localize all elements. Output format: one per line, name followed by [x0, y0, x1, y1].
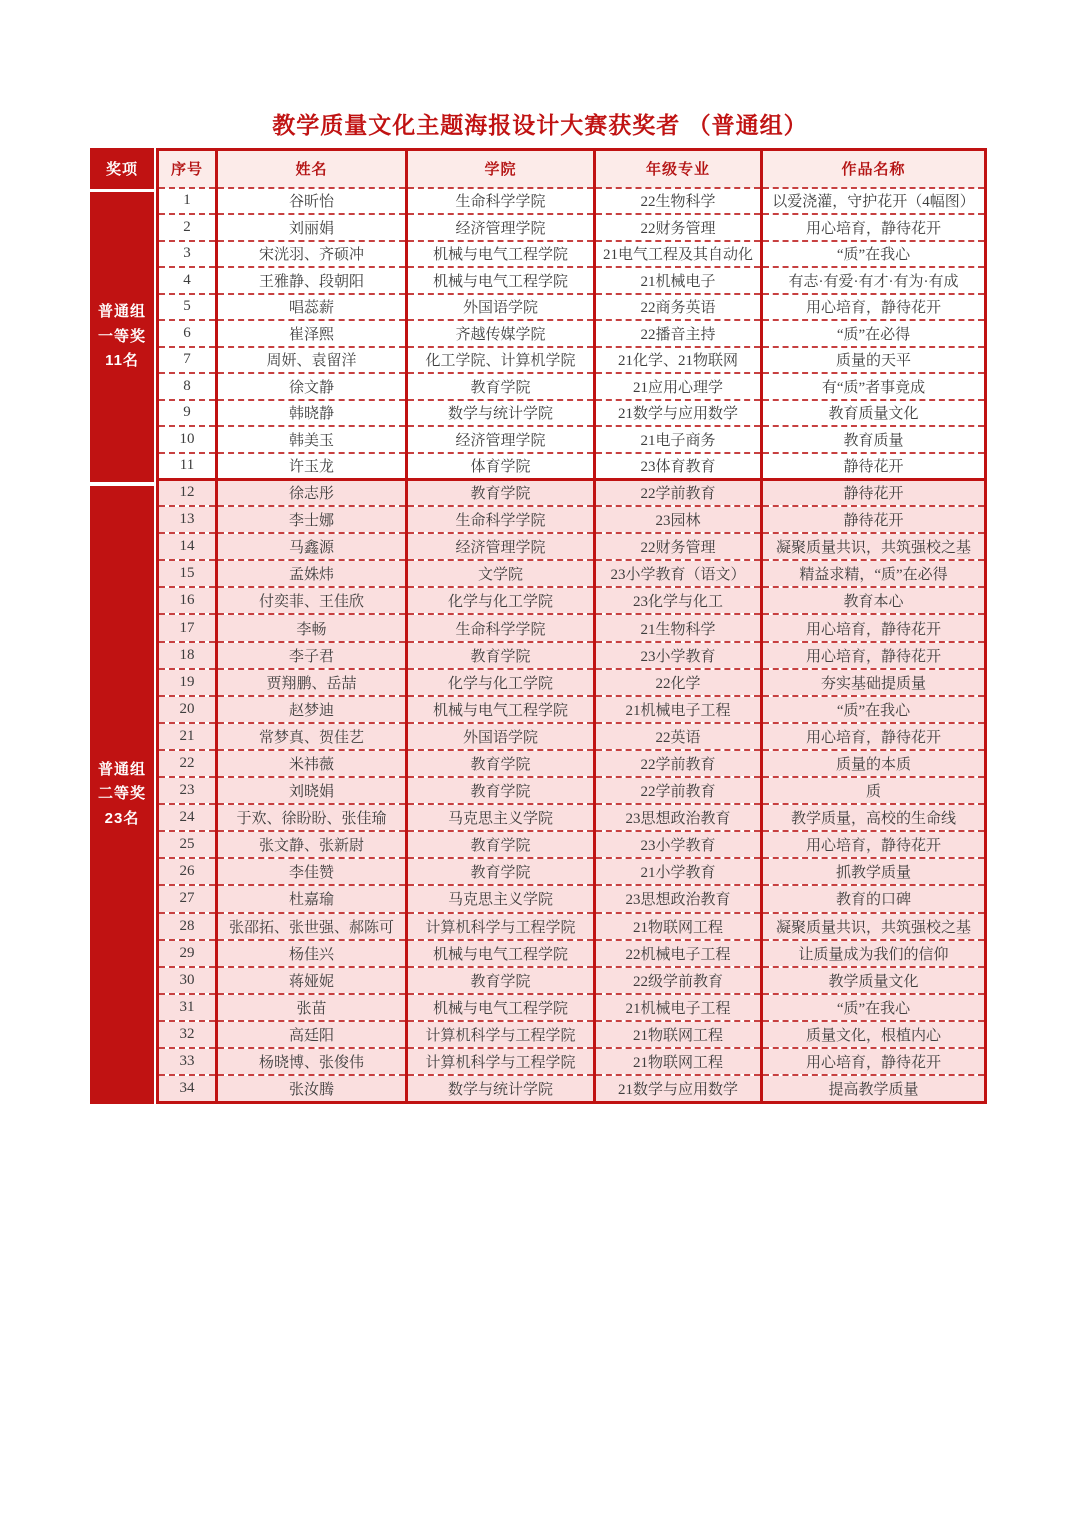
- cell-work: 凝聚质量共识，共筑强校之基: [762, 913, 986, 940]
- cell-work: “质”在我心: [762, 994, 986, 1021]
- cell-work: 质量的天平: [762, 347, 986, 374]
- cell-no: 28: [158, 913, 217, 940]
- table-row: [158, 400, 986, 427]
- cell-work: 教育本心: [762, 587, 986, 614]
- cell-work: 质: [762, 777, 986, 804]
- cell-name: 刘晓娟: [217, 777, 407, 804]
- cell-major: 21数学与应用数学: [595, 400, 762, 427]
- cell-name: 张文静、张新尉: [217, 831, 407, 858]
- cell-major: 21物联网工程: [595, 1021, 762, 1048]
- cell-name: 贾翔鹏、岳喆: [217, 669, 407, 696]
- cell-name: 张邵拓、张世强、郝陈可: [217, 913, 407, 940]
- cell-work: 精益求精，“质”在必得: [762, 560, 986, 587]
- cell-college: 数学与统计学院: [407, 400, 595, 427]
- cell-college: 化学与化工学院: [407, 669, 595, 696]
- cell-no: 33: [158, 1048, 217, 1075]
- cell-college: 教育学院: [407, 750, 595, 777]
- cell-work: 提高教学质量: [762, 1075, 986, 1102]
- table-row: [158, 940, 986, 967]
- cell-name: 杜嘉瑜: [217, 885, 407, 912]
- table-row: [158, 587, 986, 614]
- cell-no: 32: [158, 1021, 217, 1048]
- cell-college: 经济管理学院: [407, 214, 595, 241]
- table-row: [158, 373, 986, 400]
- cell-major: 21数学与应用数学: [595, 1075, 762, 1102]
- cell-major: 21电气工程及其自动化: [595, 241, 762, 268]
- cell-name: 李畅: [217, 614, 407, 641]
- cell-major: 22机械电子工程: [595, 940, 762, 967]
- cell-major: 22商务英语: [595, 294, 762, 321]
- cell-major: 22生物科学: [595, 188, 762, 215]
- cell-no: 8: [158, 373, 217, 400]
- table-row: [158, 347, 986, 374]
- cell-name: 米祎薇: [217, 750, 407, 777]
- cell-work: 质量文化，根植内心: [762, 1021, 986, 1048]
- cell-work: 静待花开: [762, 479, 986, 506]
- cell-major: 21应用心理学: [595, 373, 762, 400]
- cell-college: 机械与电气工程学院: [407, 696, 595, 723]
- cell-college: 教育学院: [407, 479, 595, 506]
- cell-college: 教育学院: [407, 858, 595, 885]
- cell-work: “质”在必得: [762, 320, 986, 347]
- cell-name: 许玉龙: [217, 453, 407, 480]
- table-row: [158, 453, 986, 480]
- cell-name: 韩美玉: [217, 426, 407, 453]
- cell-work: 用心培育，静待花开: [762, 1048, 986, 1075]
- table-row: [158, 696, 986, 723]
- cell-name: 张汝腾: [217, 1075, 407, 1102]
- cell-college: 机械与电气工程学院: [407, 940, 595, 967]
- table-row: [158, 1075, 986, 1102]
- cell-name: 马鑫源: [217, 533, 407, 560]
- header-cell-college: 学院: [407, 150, 595, 188]
- cell-work: 教育质量: [762, 426, 986, 453]
- table-row: [158, 831, 986, 858]
- cell-no: 14: [158, 533, 217, 560]
- award-label-line: 普通组: [97, 302, 146, 320]
- cell-work: 静待花开: [762, 506, 986, 533]
- award-label-line: 二等奖: [97, 785, 146, 803]
- cell-no: 13: [158, 506, 217, 533]
- cell-major: 22级学前教育: [595, 967, 762, 994]
- table-row: [158, 669, 986, 696]
- cell-work: 教学质量，高校的生命线: [762, 804, 986, 831]
- cell-name: 王雅静、段朝阳: [217, 267, 407, 294]
- table-row: [158, 267, 986, 294]
- cell-work: 用心培育，静待花开: [762, 831, 986, 858]
- cell-major: 21小学教育: [595, 858, 762, 885]
- cell-no: 34: [158, 1075, 217, 1102]
- cell-name: 张苗: [217, 994, 407, 1021]
- cell-name: 唱蕊薪: [217, 294, 407, 321]
- header-row: [158, 150, 986, 188]
- award-column: [90, 148, 154, 1104]
- cell-name: 徐文静: [217, 373, 407, 400]
- cell-college: 外国语学院: [407, 723, 595, 750]
- cell-major: 23体育教育: [595, 453, 762, 480]
- cell-major: 22播音主持: [595, 320, 762, 347]
- cell-college: 教育学院: [407, 642, 595, 669]
- table-row: [158, 214, 986, 241]
- award-label-line: 一等奖: [97, 327, 146, 345]
- cell-college: 生命科学学院: [407, 188, 595, 215]
- cell-college: 生命科学学院: [407, 506, 595, 533]
- cell-work: 夯实基础提质量: [762, 669, 986, 696]
- cell-college: 教育学院: [407, 831, 595, 858]
- award-label-line: 11名: [105, 352, 139, 370]
- cell-major: 21机械电子: [595, 267, 762, 294]
- cell-major: 23思想政治教育: [595, 804, 762, 831]
- cell-college: 计算机科学与工程学院: [407, 1048, 595, 1075]
- header-cell-major: 年级专业: [595, 150, 762, 188]
- table-row: [158, 479, 986, 506]
- cell-no: 20: [158, 696, 217, 723]
- cell-name: 谷昕怡: [217, 188, 407, 215]
- cell-name: 韩晓静: [217, 400, 407, 427]
- cell-name: 常梦真、贺佳艺: [217, 723, 407, 750]
- cell-no: 9: [158, 400, 217, 427]
- cell-work: 用心培育，静待花开: [762, 723, 986, 750]
- cell-major: 21化学、21物联网: [595, 347, 762, 374]
- cell-work: 静待花开: [762, 453, 986, 480]
- cell-college: 外国语学院: [407, 294, 595, 321]
- cell-major: 23小学教育: [595, 642, 762, 669]
- cell-work: 有志·有爱·有才·有为·有成: [762, 267, 986, 294]
- cell-major: 22英语: [595, 723, 762, 750]
- cell-college: 齐越传媒学院: [407, 320, 595, 347]
- cell-no: 16: [158, 587, 217, 614]
- cell-college: 计算机科学与工程学院: [407, 1021, 595, 1048]
- cell-name: 宋洸羽、齐硕冲: [217, 241, 407, 268]
- cell-college: 经济管理学院: [407, 533, 595, 560]
- cell-major: 21机械电子工程: [595, 994, 762, 1021]
- cell-no: 4: [158, 267, 217, 294]
- table-row: [158, 294, 986, 321]
- cell-name: 李士娜: [217, 506, 407, 533]
- cell-no: 24: [158, 804, 217, 831]
- table-row: [158, 777, 986, 804]
- table-row: [158, 994, 986, 1021]
- cell-work: 让质量成为我们的信仰: [762, 940, 986, 967]
- table-row: [158, 723, 986, 750]
- cell-work: 教育质量文化: [762, 400, 986, 427]
- award-column-header: 奖项: [90, 148, 154, 189]
- cell-major: 21物联网工程: [595, 913, 762, 940]
- cell-college: 化学与化工学院: [407, 587, 595, 614]
- table-row: [158, 1021, 986, 1048]
- cell-college: 教育学院: [407, 373, 595, 400]
- cell-name: 赵梦迪: [217, 696, 407, 723]
- cell-major: 22学前教育: [595, 750, 762, 777]
- table-row: [158, 858, 986, 885]
- cell-no: 19: [158, 669, 217, 696]
- table-row: [158, 614, 986, 641]
- cell-college: 化工学院、计算机学院: [407, 347, 595, 374]
- award-label-line: 普通组: [97, 760, 146, 778]
- cell-work: 用心培育，静待花开: [762, 294, 986, 321]
- cell-name: 杨晓博、张俊伟: [217, 1048, 407, 1075]
- cell-name: 孟姝炜: [217, 560, 407, 587]
- cell-major: 21物联网工程: [595, 1048, 762, 1075]
- table-row: [158, 885, 986, 912]
- cell-work: 用心培育，静待花开: [762, 642, 986, 669]
- winners-table: [156, 148, 987, 1104]
- cell-major: 22化学: [595, 669, 762, 696]
- cell-work: 教育的口碑: [762, 885, 986, 912]
- cell-college: 机械与电气工程学院: [407, 994, 595, 1021]
- cell-name: 于欢、徐盼盼、张佳瑜: [217, 804, 407, 831]
- cell-major: 23小学教育（语文）: [595, 560, 762, 587]
- cell-college: 体育学院: [407, 453, 595, 480]
- cell-name: 杨佳兴: [217, 940, 407, 967]
- cell-no: 21: [158, 723, 217, 750]
- award-label-line: 23名: [104, 810, 140, 828]
- cell-work: “质”在我心: [762, 241, 986, 268]
- cell-no: 30: [158, 967, 217, 994]
- cell-no: 5: [158, 294, 217, 321]
- table-row: [158, 320, 986, 347]
- table-row: [158, 967, 986, 994]
- cell-no: 2: [158, 214, 217, 241]
- cell-no: 10: [158, 426, 217, 453]
- cell-college: 经济管理学院: [407, 426, 595, 453]
- cell-no: 11: [158, 453, 217, 480]
- cell-work: 用心培育，静待花开: [762, 614, 986, 641]
- table-row: [158, 913, 986, 940]
- cell-name: 周妍、袁留洋: [217, 347, 407, 374]
- award-block-second-prize: [90, 486, 154, 1104]
- cell-name: 李佳赞: [217, 858, 407, 885]
- cell-work: 凝聚质量共识，共筑强校之基: [762, 533, 986, 560]
- cell-no: 12: [158, 479, 217, 506]
- cell-major: 21电子商务: [595, 426, 762, 453]
- cell-work: 用心培育，静待花开: [762, 214, 986, 241]
- cell-name: 徐志彤: [217, 479, 407, 506]
- table-row: [158, 426, 986, 453]
- table-row: [158, 560, 986, 587]
- cell-name: 李子君: [217, 642, 407, 669]
- cell-work: 抓教学质量: [762, 858, 986, 885]
- cell-college: 生命科学学院: [407, 614, 595, 641]
- cell-no: 3: [158, 241, 217, 268]
- cell-no: 7: [158, 347, 217, 374]
- table-row: [158, 642, 986, 669]
- cell-major: 22财务管理: [595, 533, 762, 560]
- cell-name: 付奕菲、王佳欣: [217, 587, 407, 614]
- cell-major: 22财务管理: [595, 214, 762, 241]
- cell-name: 刘丽娟: [217, 214, 407, 241]
- cell-no: 25: [158, 831, 217, 858]
- cell-college: 数学与统计学院: [407, 1075, 595, 1102]
- table-row: [158, 1048, 986, 1075]
- cell-college: 马克思主义学院: [407, 885, 595, 912]
- cell-name: 蒋娅妮: [217, 967, 407, 994]
- cell-work: “质”在我心: [762, 696, 986, 723]
- award-block-first-prize: [90, 192, 154, 482]
- cell-major: 22学前教育: [595, 479, 762, 506]
- cell-college: 文学院: [407, 560, 595, 587]
- cell-no: 27: [158, 885, 217, 912]
- cell-no: 29: [158, 940, 217, 967]
- header-cell-name: 姓名: [217, 150, 407, 188]
- cell-college: 机械与电气工程学院: [407, 241, 595, 268]
- cell-no: 23: [158, 777, 217, 804]
- cell-no: 31: [158, 994, 217, 1021]
- cell-name: 高廷阳: [217, 1021, 407, 1048]
- cell-work: 以爱浇灌，守护花开（4幅图）: [762, 188, 986, 215]
- cell-no: 1: [158, 188, 217, 215]
- winners-table-wrap: [90, 148, 987, 1104]
- cell-name: 崔泽熙: [217, 320, 407, 347]
- cell-no: 15: [158, 560, 217, 587]
- table-row: [158, 804, 986, 831]
- table-row: [158, 188, 986, 215]
- table-row: [158, 750, 986, 777]
- cell-no: 22: [158, 750, 217, 777]
- cell-major: 23园林: [595, 506, 762, 533]
- cell-no: 18: [158, 642, 217, 669]
- cell-college: 计算机科学与工程学院: [407, 913, 595, 940]
- cell-major: 23思想政治教育: [595, 885, 762, 912]
- cell-major: 22学前教育: [595, 777, 762, 804]
- cell-work: 有“质”者事竟成: [762, 373, 986, 400]
- header-cell-work: 作品名称: [762, 150, 986, 188]
- cell-college: 教育学院: [407, 777, 595, 804]
- cell-major: 21生物科学: [595, 614, 762, 641]
- cell-work: 教学质量文化: [762, 967, 986, 994]
- cell-work: 质量的本质: [762, 750, 986, 777]
- page-title: 教学质量文化主题海报设计大赛获奖者 （普通组）: [272, 112, 808, 138]
- cell-major: 21机械电子工程: [595, 696, 762, 723]
- table-row: [158, 241, 986, 268]
- cell-no: 6: [158, 320, 217, 347]
- cell-college: 马克思主义学院: [407, 804, 595, 831]
- header-cell-no: 序号: [158, 150, 217, 188]
- cell-college: 机械与电气工程学院: [407, 267, 595, 294]
- cell-major: 23化学与化工: [595, 587, 762, 614]
- cell-no: 17: [158, 614, 217, 641]
- table-row: [158, 533, 986, 560]
- cell-no: 26: [158, 858, 217, 885]
- cell-major: 23小学教育: [595, 831, 762, 858]
- cell-college: 教育学院: [407, 967, 595, 994]
- table-row: [158, 506, 986, 533]
